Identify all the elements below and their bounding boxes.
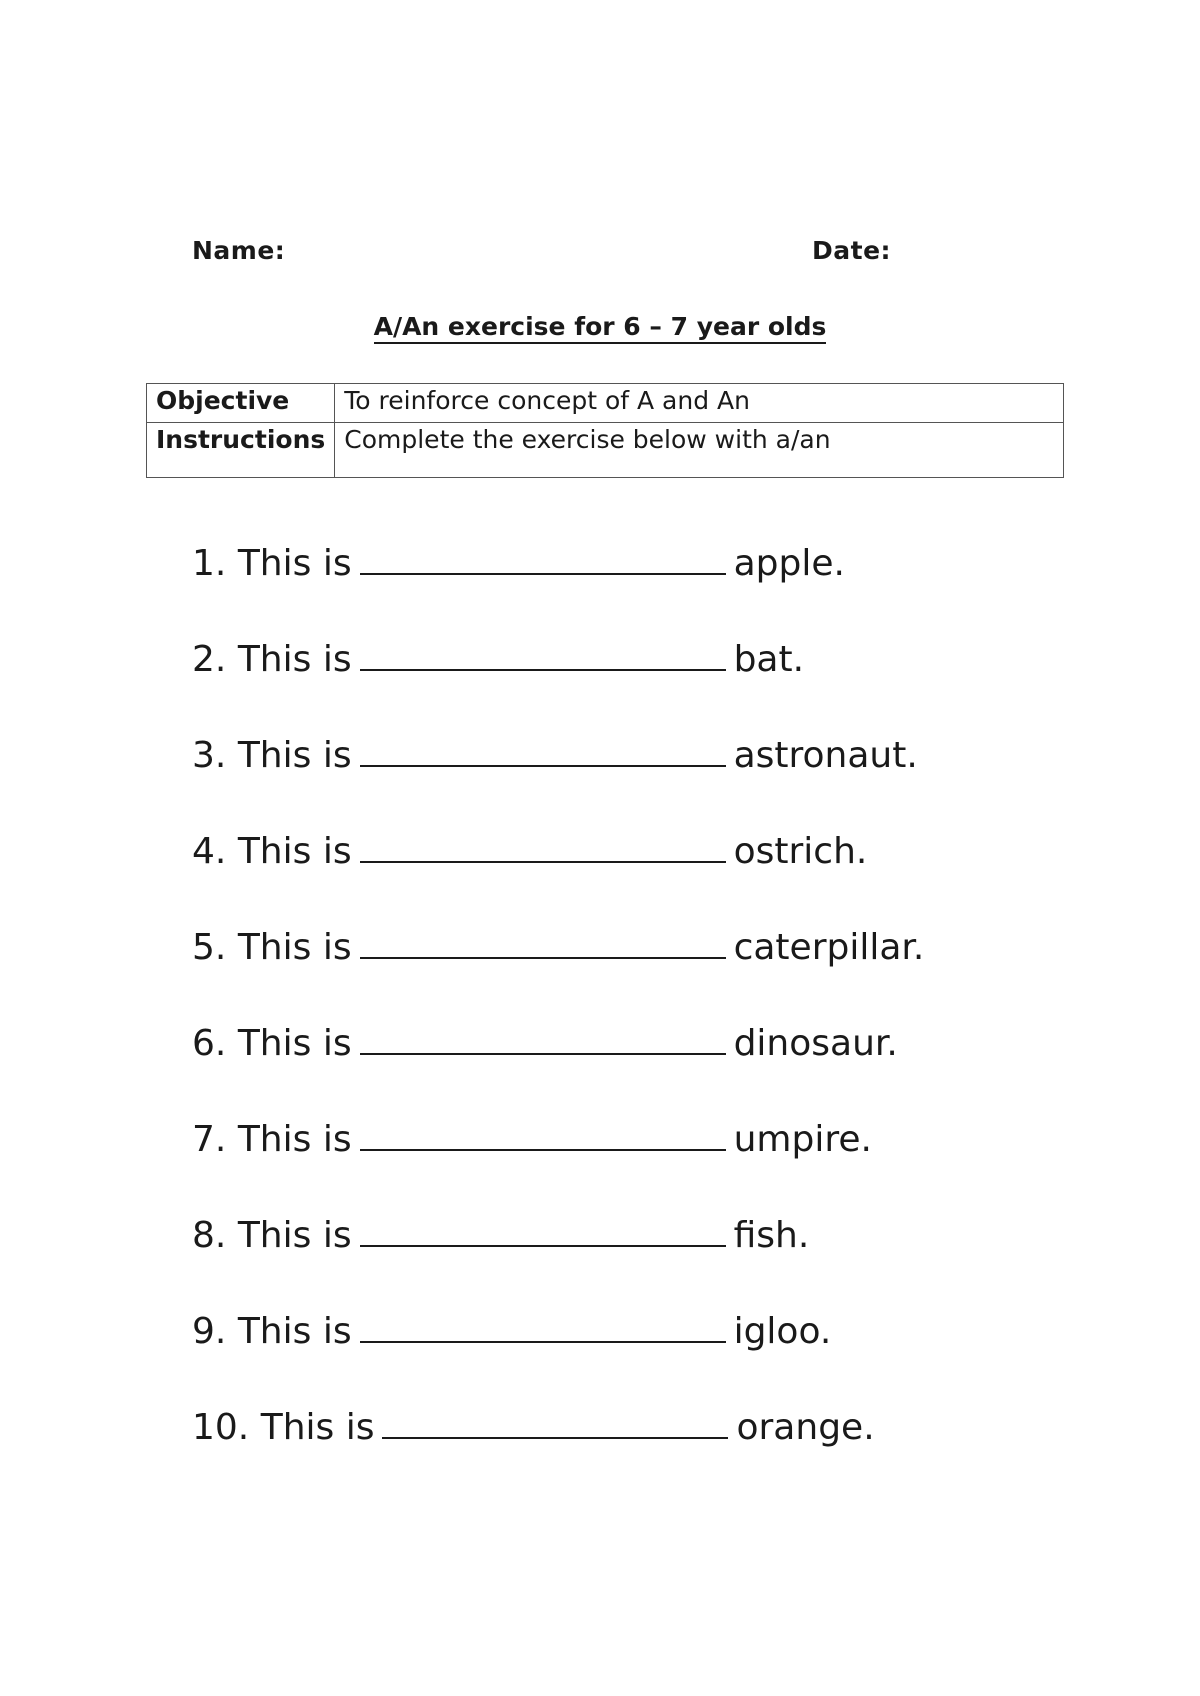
name-label: Name: <box>192 236 286 265</box>
answer-blank[interactable] <box>360 831 726 863</box>
item-number: 9. <box>192 1311 227 1352</box>
item-number: 3. <box>192 735 227 776</box>
exercise-item <box>192 1310 831 1354</box>
item-word: astronaut. <box>733 735 918 776</box>
instructions-label: Instructions <box>147 423 335 478</box>
worksheet-title: A/An exercise for 6 – 7 year olds <box>374 312 827 344</box>
exercise-item <box>192 638 804 682</box>
item-word: dinosaur. <box>733 1023 898 1064</box>
item-number: 8. <box>192 1215 227 1256</box>
objective-value: To reinforce concept of A and An <box>335 384 1064 423</box>
item-word: ostrich. <box>733 831 868 872</box>
answer-blank[interactable] <box>382 1407 728 1439</box>
item-number: 4. <box>192 831 227 872</box>
item-word: fish. <box>733 1215 810 1256</box>
item-prefix: This is <box>237 927 352 968</box>
answer-blank[interactable] <box>360 735 726 767</box>
item-number: 7. <box>192 1119 227 1160</box>
answer-blank[interactable] <box>360 1215 726 1247</box>
item-prefix: This is <box>237 735 352 776</box>
worksheet-title-wrap <box>0 312 1200 341</box>
item-prefix: This is <box>237 543 352 584</box>
exercise-item <box>192 1214 809 1258</box>
answer-blank[interactable] <box>360 1023 726 1055</box>
info-row-objective <box>147 384 1064 423</box>
exercise-item <box>192 830 867 874</box>
item-prefix: This is <box>237 831 352 872</box>
item-number: 5. <box>192 927 227 968</box>
item-prefix: This is <box>237 639 352 680</box>
item-prefix: This is <box>237 1311 352 1352</box>
instructions-value: Complete the exercise below with a/an <box>335 423 1064 478</box>
item-number: 10. <box>192 1407 250 1448</box>
date-label: Date: <box>812 236 892 265</box>
answer-blank[interactable] <box>360 543 726 575</box>
exercise-item <box>192 1406 875 1450</box>
item-word: caterpillar. <box>733 927 925 968</box>
item-prefix: This is <box>237 1119 352 1160</box>
info-table <box>146 383 1064 478</box>
item-prefix: This is <box>260 1407 375 1448</box>
item-word: orange. <box>736 1407 875 1448</box>
item-word: apple. <box>733 543 845 584</box>
answer-blank[interactable] <box>360 927 726 959</box>
answer-blank[interactable] <box>360 1119 726 1151</box>
item-prefix: This is <box>237 1215 352 1256</box>
exercise-item <box>192 1118 872 1162</box>
exercise-item <box>192 1022 898 1066</box>
item-prefix: This is <box>237 1023 352 1064</box>
item-number: 6. <box>192 1023 227 1064</box>
item-word: igloo. <box>733 1311 832 1352</box>
exercise-item <box>192 734 918 778</box>
item-word: bat. <box>733 639 805 680</box>
exercise-item <box>192 926 924 970</box>
answer-blank[interactable] <box>360 1311 726 1343</box>
item-word: umpire. <box>733 1119 872 1160</box>
item-number: 1. <box>192 543 227 584</box>
answer-blank[interactable] <box>360 639 726 671</box>
objective-label: Objective <box>147 384 335 423</box>
exercise-item <box>192 542 845 586</box>
item-number: 2. <box>192 639 227 680</box>
info-row-instructions <box>147 423 1064 478</box>
